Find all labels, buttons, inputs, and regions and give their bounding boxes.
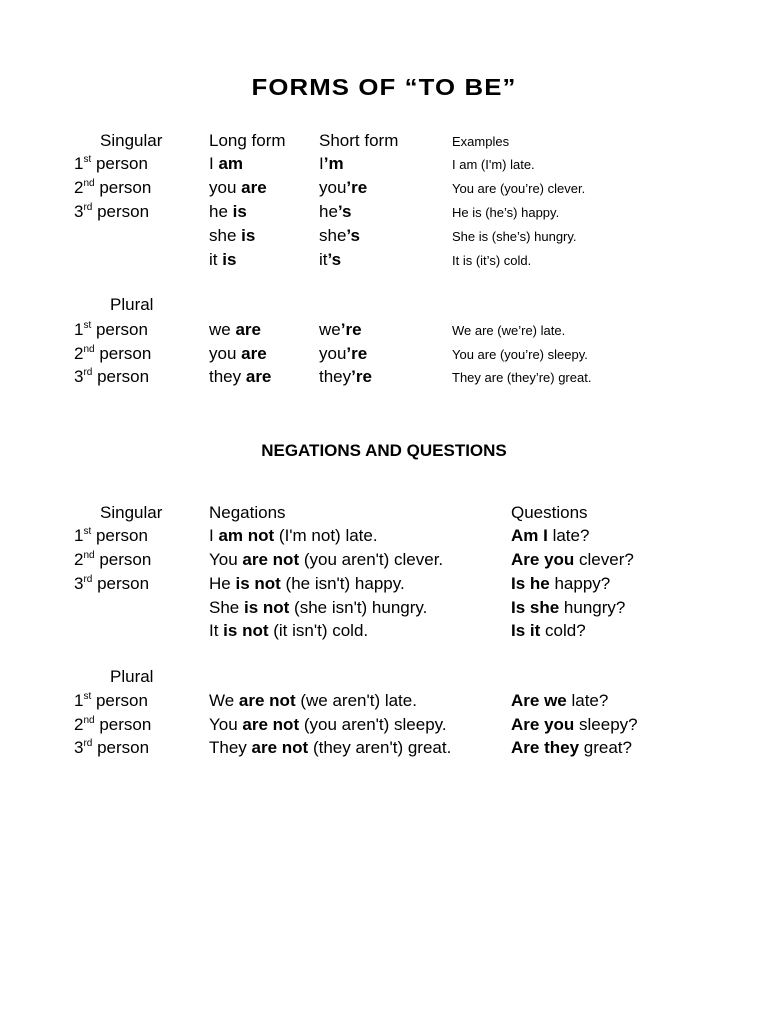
long-form-subject: it bbox=[209, 250, 223, 269]
long-form-verb: is bbox=[232, 202, 247, 221]
question-rest: late? bbox=[566, 691, 609, 710]
example-sentence: She is (she’s) hungry. bbox=[452, 229, 577, 244]
negation-verb: are not bbox=[238, 691, 296, 710]
short-form-contraction: ’re bbox=[346, 344, 368, 363]
person-word: person bbox=[94, 178, 152, 197]
person-ordinal: st bbox=[83, 691, 92, 702]
table-row bbox=[0, 574, 768, 596]
person-label bbox=[74, 154, 148, 174]
table-row bbox=[0, 250, 768, 272]
question-verb: Is she bbox=[511, 598, 560, 617]
table-row bbox=[0, 715, 768, 737]
short-form-contraction: ’re bbox=[351, 367, 372, 386]
table-row bbox=[0, 367, 768, 389]
negations-header: Negations bbox=[209, 503, 286, 522]
examples-header: Examples bbox=[452, 134, 510, 149]
person-word: person bbox=[92, 574, 150, 593]
question-rest: great? bbox=[579, 738, 632, 757]
question-rest: clever? bbox=[574, 550, 634, 569]
short-form bbox=[319, 320, 362, 340]
question-verb: Are you bbox=[511, 715, 575, 734]
question-sentence bbox=[511, 715, 638, 735]
question-verb: Is he bbox=[511, 574, 550, 593]
short-form bbox=[319, 202, 351, 222]
neg-plural-heading: Plural bbox=[110, 667, 154, 686]
negation-subject: He bbox=[209, 574, 236, 593]
short-form-subject: he bbox=[319, 202, 338, 221]
negations-heading: NEGATIONS AND QUESTIONS bbox=[261, 441, 507, 460]
person-label bbox=[74, 178, 151, 198]
person-ordinal: nd bbox=[83, 178, 95, 189]
negation-subject: I bbox=[209, 526, 219, 545]
long-form bbox=[209, 178, 267, 198]
person-number: 1 bbox=[74, 691, 84, 710]
person-ordinal: nd bbox=[83, 715, 95, 726]
person-word: person bbox=[94, 344, 152, 363]
person-ordinal: rd bbox=[83, 367, 93, 378]
question-verb: Are we bbox=[511, 691, 567, 710]
example-sentence: We are (we’re) late. bbox=[452, 323, 566, 338]
long-form-verb: are bbox=[241, 344, 267, 363]
negation-sentence bbox=[209, 715, 447, 735]
negation-verb: is not bbox=[235, 574, 281, 593]
negation-rest: (she isn't) hungry. bbox=[289, 598, 428, 617]
long-form-subject: I bbox=[209, 154, 219, 173]
negation-rest: (you aren't) sleepy. bbox=[299, 715, 447, 734]
table-row bbox=[0, 202, 768, 224]
table-row bbox=[0, 154, 768, 176]
questions-header: Questions bbox=[511, 503, 588, 522]
short-form bbox=[319, 226, 360, 246]
negation-sentence bbox=[209, 574, 405, 594]
short-form-subject: I bbox=[319, 154, 324, 173]
person-label bbox=[74, 202, 149, 222]
negation-subject: You bbox=[209, 550, 243, 569]
question-sentence bbox=[511, 550, 634, 570]
person-label bbox=[74, 550, 151, 570]
person-word: person bbox=[92, 367, 150, 386]
person-number: 1 bbox=[74, 526, 84, 545]
short-form bbox=[319, 154, 344, 174]
negation-rest: (it isn't) cold. bbox=[268, 621, 369, 640]
person-ordinal: st bbox=[83, 154, 92, 165]
example-sentence: You are (you’re) sleepy. bbox=[452, 347, 588, 362]
table-row bbox=[0, 344, 768, 366]
long-form-subject: he bbox=[209, 202, 233, 221]
long-form-verb: are bbox=[241, 178, 267, 197]
negation-sentence bbox=[209, 598, 427, 618]
person-number: 2 bbox=[74, 715, 84, 734]
person-word: person bbox=[91, 691, 148, 710]
negation-verb: is not bbox=[243, 598, 290, 617]
negation-sentence bbox=[209, 526, 378, 546]
person-label bbox=[74, 738, 149, 758]
long-form bbox=[209, 154, 243, 174]
short-form-contraction: ’s bbox=[327, 250, 342, 269]
person-label bbox=[74, 715, 151, 735]
long-form-subject: you bbox=[209, 178, 242, 197]
person-word: person bbox=[92, 202, 150, 221]
example-sentence: You are (you’re) clever. bbox=[452, 181, 586, 196]
person-word: person bbox=[92, 738, 150, 757]
negation-rest: (you aren't) clever. bbox=[299, 550, 444, 569]
short-form-header: Short form bbox=[319, 131, 399, 150]
long-form-verb: is bbox=[222, 250, 237, 269]
table-row bbox=[0, 320, 768, 342]
long-form-verb: are bbox=[235, 320, 261, 339]
example-sentence: It is (it’s) cold. bbox=[452, 253, 532, 268]
singular-heading: Singular bbox=[100, 131, 163, 150]
long-form-header: Long form bbox=[209, 131, 286, 150]
person-number: 3 bbox=[74, 738, 84, 757]
page-title: FORMS OF “TO BE” bbox=[251, 74, 517, 100]
question-rest: hungry? bbox=[559, 598, 626, 617]
short-form bbox=[319, 178, 367, 198]
table-row bbox=[0, 550, 768, 572]
question-verb: Are you bbox=[511, 550, 575, 569]
person-number: 2 bbox=[74, 344, 84, 363]
short-form-contraction: ’s bbox=[346, 226, 360, 245]
person-number: 1 bbox=[74, 320, 84, 339]
negation-sentence bbox=[209, 738, 451, 758]
person-label bbox=[74, 691, 148, 711]
person-label bbox=[74, 344, 151, 364]
person-label bbox=[74, 367, 149, 387]
question-sentence bbox=[511, 598, 625, 618]
negation-rest: (he isn't) happy. bbox=[280, 574, 405, 593]
long-form bbox=[209, 320, 261, 340]
long-form bbox=[209, 367, 271, 387]
question-rest: sleepy? bbox=[574, 715, 638, 734]
negation-verb: are not bbox=[251, 738, 309, 757]
negation-subject: We bbox=[209, 691, 239, 710]
person-label bbox=[74, 320, 148, 340]
table-row bbox=[0, 598, 768, 620]
short-form-contraction: ’s bbox=[337, 202, 352, 221]
person-number: 3 bbox=[74, 574, 84, 593]
short-form-subject: you bbox=[319, 178, 347, 197]
long-form-verb: is bbox=[241, 226, 256, 245]
negation-rest: (I'm not) late. bbox=[274, 526, 378, 545]
long-form bbox=[209, 344, 267, 364]
question-verb: Are they bbox=[511, 738, 580, 757]
long-form bbox=[209, 202, 247, 222]
negation-sentence bbox=[209, 691, 417, 711]
long-form bbox=[209, 226, 255, 246]
person-number: 3 bbox=[74, 202, 84, 221]
table-row bbox=[0, 178, 768, 200]
long-form bbox=[209, 250, 236, 270]
long-form-subject: she bbox=[209, 226, 242, 245]
table-row bbox=[0, 526, 768, 548]
person-ordinal: rd bbox=[83, 574, 93, 585]
person-number: 3 bbox=[74, 367, 84, 386]
question-rest: late? bbox=[547, 526, 590, 545]
question-rest: happy? bbox=[549, 574, 611, 593]
person-word: person bbox=[91, 526, 148, 545]
person-word: person bbox=[91, 320, 148, 339]
short-form bbox=[319, 367, 372, 387]
negation-verb: is not bbox=[223, 621, 269, 640]
negation-sentence bbox=[209, 550, 443, 570]
person-number: 2 bbox=[74, 178, 84, 197]
short-form-subject: it bbox=[319, 250, 328, 269]
negation-subject: It bbox=[209, 621, 224, 640]
person-ordinal: st bbox=[83, 526, 92, 537]
short-form-contraction: ’re bbox=[340, 320, 362, 339]
short-form-contraction: ’m bbox=[323, 154, 344, 173]
question-sentence bbox=[511, 738, 632, 758]
negation-rest: (we aren't) late. bbox=[295, 691, 417, 710]
long-form-subject: you bbox=[209, 344, 242, 363]
negation-subject: She bbox=[209, 598, 244, 617]
person-label bbox=[74, 526, 148, 546]
table-row bbox=[0, 621, 768, 643]
person-word: person bbox=[94, 715, 152, 734]
question-verb: Is it bbox=[511, 621, 541, 640]
negation-verb: are not bbox=[242, 550, 300, 569]
long-form-subject: they bbox=[209, 367, 246, 386]
example-sentence: They are (they’re) great. bbox=[452, 370, 592, 385]
example-sentence: I am (I'm) late. bbox=[452, 157, 535, 172]
negation-rest: (they aren't) great. bbox=[308, 738, 452, 757]
person-number: 1 bbox=[74, 154, 84, 173]
table-row bbox=[0, 226, 768, 248]
table-row bbox=[0, 691, 768, 713]
short-form-subject: you bbox=[319, 344, 347, 363]
person-ordinal: rd bbox=[83, 738, 93, 749]
person-label bbox=[74, 574, 149, 594]
plural-heading: Plural bbox=[110, 295, 154, 314]
short-form-subject: they bbox=[319, 367, 352, 386]
question-verb: Am I bbox=[511, 526, 548, 545]
question-sentence bbox=[511, 526, 589, 546]
negation-verb: are not bbox=[242, 715, 300, 734]
table-row bbox=[0, 738, 768, 760]
question-sentence bbox=[511, 574, 610, 594]
negation-subject: You bbox=[209, 715, 243, 734]
short-form-subject: we bbox=[319, 320, 341, 339]
question-sentence bbox=[511, 621, 586, 641]
question-rest: cold? bbox=[540, 621, 586, 640]
person-word: person bbox=[91, 154, 148, 173]
long-form-subject: we bbox=[209, 320, 236, 339]
person-ordinal: rd bbox=[83, 202, 93, 213]
negation-sentence bbox=[209, 621, 368, 641]
short-form bbox=[319, 250, 341, 270]
person-ordinal: nd bbox=[83, 344, 95, 355]
long-form-verb: am bbox=[218, 154, 244, 173]
negation-subject: They bbox=[209, 738, 252, 757]
short-form-contraction: ’re bbox=[346, 178, 368, 197]
person-ordinal: st bbox=[83, 320, 92, 331]
person-word: person bbox=[94, 550, 152, 569]
long-form-verb: are bbox=[245, 367, 272, 386]
negation-verb: am not bbox=[218, 526, 275, 545]
example-sentence: He is (he’s) happy. bbox=[452, 205, 560, 220]
short-form bbox=[319, 344, 367, 364]
person-ordinal: nd bbox=[83, 550, 95, 561]
question-sentence bbox=[511, 691, 608, 711]
person-number: 2 bbox=[74, 550, 84, 569]
neg-singular-heading: Singular bbox=[100, 503, 163, 522]
short-form-subject: she bbox=[319, 226, 347, 245]
